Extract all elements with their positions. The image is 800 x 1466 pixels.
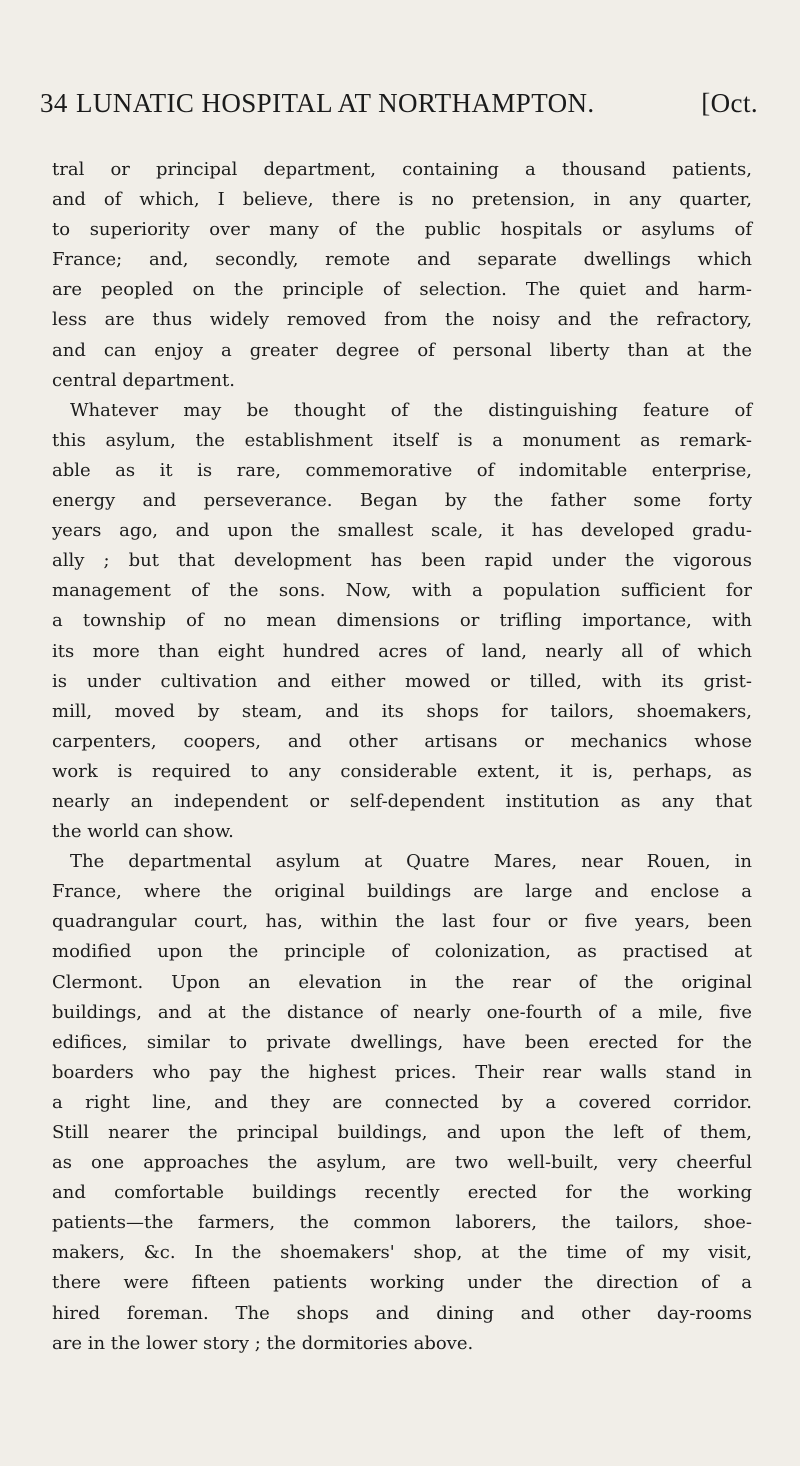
text-line: to superiority over many of the public hospitals or asylums of	[52, 219, 752, 241]
text-line: as one approaches the asylum, are two well-built, very cheerful	[52, 1152, 752, 1174]
text-line: less are thus widely removed from the noisy and the refractory,	[52, 309, 752, 331]
text-line: Still nearer the principal buildings, and upon the left of them,	[52, 1122, 752, 1143]
text-line: Clermont. Upon an elevation in the rear of the original	[52, 971, 752, 993]
text-line: patients—the farmers, the common laborers, the tailors, shoe-	[52, 1212, 752, 1234]
text-line: energy and perseverance. Began by the father some forty	[52, 490, 752, 512]
text-line: and can enjoy a greater degree of personal liberty than at the	[52, 339, 752, 361]
text-line: central department.	[52, 369, 235, 391]
text-line: the world can show.	[52, 821, 234, 843]
text-line: this asylum, the establishment itself is a monument as remark-	[52, 429, 752, 451]
running-date: [Oct.	[701, 88, 758, 118]
text-line: hired foreman. The shops and dining and other day-rooms	[52, 1302, 752, 1324]
text-line: buildings, and at the distance of nearly one-fourth of a mile, five	[52, 1001, 752, 1023]
paragraph	[52, 847, 752, 1359]
running-title: LUNATIC HOSPITAL AT NORTHAMPTON.	[76, 88, 595, 118]
text-line: France; and, secondly, remote and separate dwellings which	[52, 249, 752, 271]
running-header	[40, 88, 758, 128]
text-line: modified upon the principle of colonization, as practised at	[52, 941, 752, 963]
paragraph	[52, 396, 752, 847]
paragraph	[52, 155, 752, 396]
text-line: are in the lower story ; the dormitories above.	[52, 1332, 474, 1354]
text-line: is under cultivation and either mowed or tilled, with its grist-	[52, 670, 752, 692]
text-line: and comfortable buildings recently erected for the working	[52, 1182, 752, 1204]
text-line: The departmental asylum at Quatre Mares, near Rouen, in	[70, 851, 752, 873]
body-text	[52, 155, 752, 1359]
text-line: are peopled on the principle of selection. The quiet and harm-	[52, 279, 752, 301]
text-line: makers, &c. In the shoemakers' shop, at the time of my visit,	[52, 1242, 752, 1264]
text-line: there were fifteen patients working under the direction of a	[52, 1272, 752, 1294]
text-line: a right line, and they are connected by a covered corridor.	[52, 1091, 752, 1113]
text-line: nearly an independent or self-dependent institution as any that	[52, 790, 752, 812]
text-line: and of which, I believe, there is no pretension, in any quarter,	[52, 189, 752, 211]
text-line: boarders who pay the highest prices. Their rear walls stand in	[52, 1061, 752, 1083]
text-line: its more than eight hundred acres of land, nearly all of which	[52, 640, 752, 662]
text-line: mill, moved by steam, and its shops for tailors, shoemakers,	[52, 700, 752, 722]
text-line: years ago, and upon the smallest scale, it has developed gradu-	[52, 520, 752, 542]
text-line: carpenters, coopers, and other artisans or mechanics whose	[52, 730, 752, 752]
text-line: edifices, similar to private dwellings, have been erected for the	[52, 1031, 752, 1053]
text-line: management of the sons. Now, with a population sufficient for	[52, 580, 752, 602]
text-line: able as it is rare, commemorative of indomitable enterprise,	[52, 459, 752, 481]
text-line: quadrangular court, has, within the last four or five years, been	[52, 911, 752, 933]
text-line: work is required to any considerable extent, it is, perhaps, as	[52, 760, 752, 782]
text-line: France, where the original buildings are large and enclose a	[52, 881, 752, 903]
text-line: ally ; but that development has been rapid under the vigorous	[52, 550, 752, 572]
text-line: a township of no mean dimensions or trifling importance, with	[52, 610, 752, 632]
text-line: Whatever may be thought of the distinguishing feature of	[70, 399, 752, 421]
text-line: tral or principal department, containing a thousand patients,	[52, 159, 752, 180]
page-number: 34	[40, 88, 68, 118]
